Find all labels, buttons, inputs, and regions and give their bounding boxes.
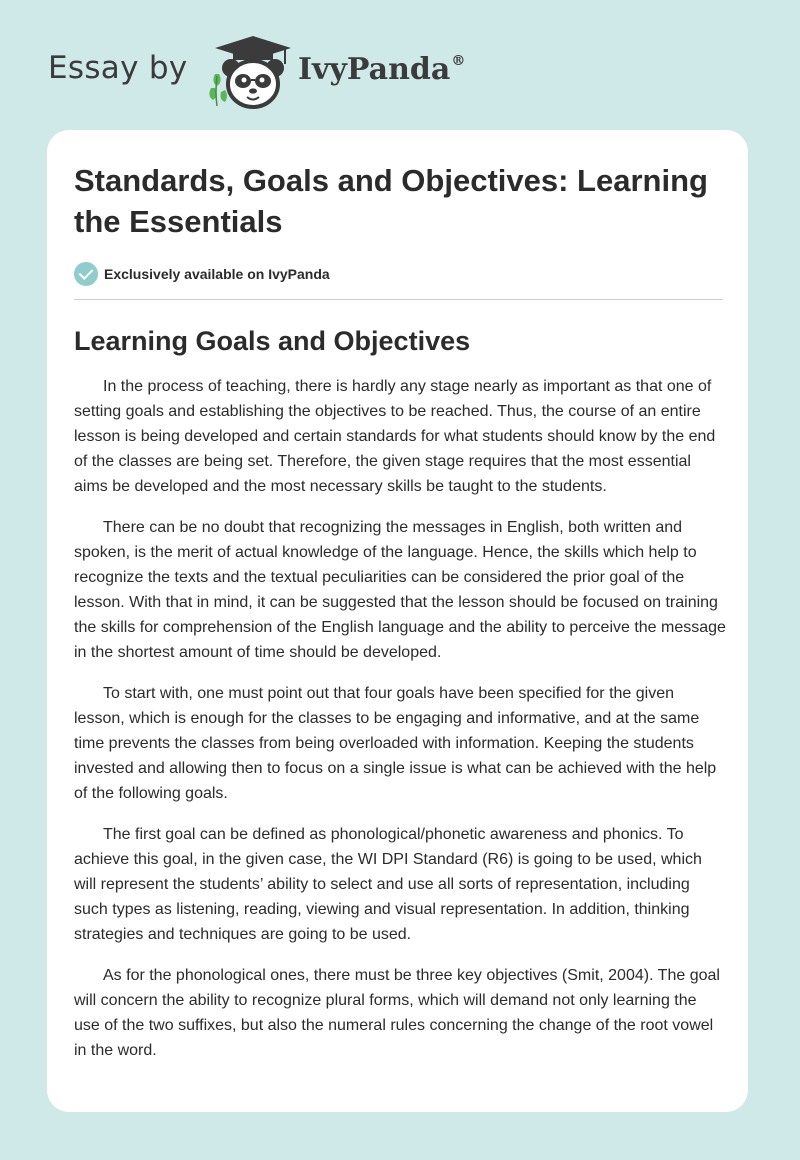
ivypanda-logo-text[interactable]: IvyPanda® <box>298 52 466 87</box>
site-header <box>48 28 548 118</box>
essay-paragraph: As for the phonological ones, there must be three key objectives (Smit, 2004). The goal will concern the ability to recognize plural forms, which will demand not only learning the use of the two suffixes, but also the numeral rules concerning the change of the root vowel in the word. <box>74 967 720 1059</box>
check-circle-icon <box>74 262 98 286</box>
essay-paragraph: To start with, one must point out that four goals have been specified for the given lesson, which is enough for the classes to be engaging and informative, and at the same time prevents the classes from being overloaded with information. Keeping the students invested and allowing then to focus on a single issue is what can be achieved with the help of the following goals. <box>74 685 717 802</box>
section-heading: Learning Goals and Objectives <box>74 326 471 356</box>
title-divider <box>74 299 723 300</box>
ivypanda-logo-icon[interactable] <box>203 34 303 112</box>
essay-paragraph: The first goal can be defined as phonological/phonetic awareness and phonics. To achieve this goal, in the given case, the WI DPI Standard (R6) is going to be used, which will represent the students’ ability to select and use all sorts of representation, including such types as listening, reading, viewing and visual representation. In addition, thinking strategies and techniques are going to be used. <box>74 826 702 943</box>
essay-card <box>47 130 748 1112</box>
trademark-symbol: ® <box>451 53 466 69</box>
essay-paragraph: There can be no doubt that recognizing the messages in English, both written and spoken, is the merit of actual knowledge of the language. Hence, the skills which help to recognize the texts and the textual peculiarities can be considered the prior goal of the lesson. With that in mind, it can be suggested that the lesson should be focused on training the skills for comprehension of the English language and the ability to perceive the message in the shortest amount of time should be developed. <box>74 519 726 661</box>
essay-content <box>74 160 726 1063</box>
exclusive-badge <box>74 260 726 288</box>
essay-paragraph: In the process of teaching, there is hardly any stage nearly as important as that one of setting goals and establishing the objectives to be reached. Thus, the course of an entire lesson is being developed and certain standards for what students should know by the end of the classes are being set. Therefore, the given stage requires that the most essential aims be developed and the most necessary skills be taught to the students. <box>74 378 716 495</box>
essay-by-label: Essay by <box>48 50 188 86</box>
exclusive-badge-text: Exclusively available on IvyPanda <box>104 266 330 282</box>
essay-title: Standards, Goals and Objectives: Learning the Essentials <box>74 163 708 239</box>
